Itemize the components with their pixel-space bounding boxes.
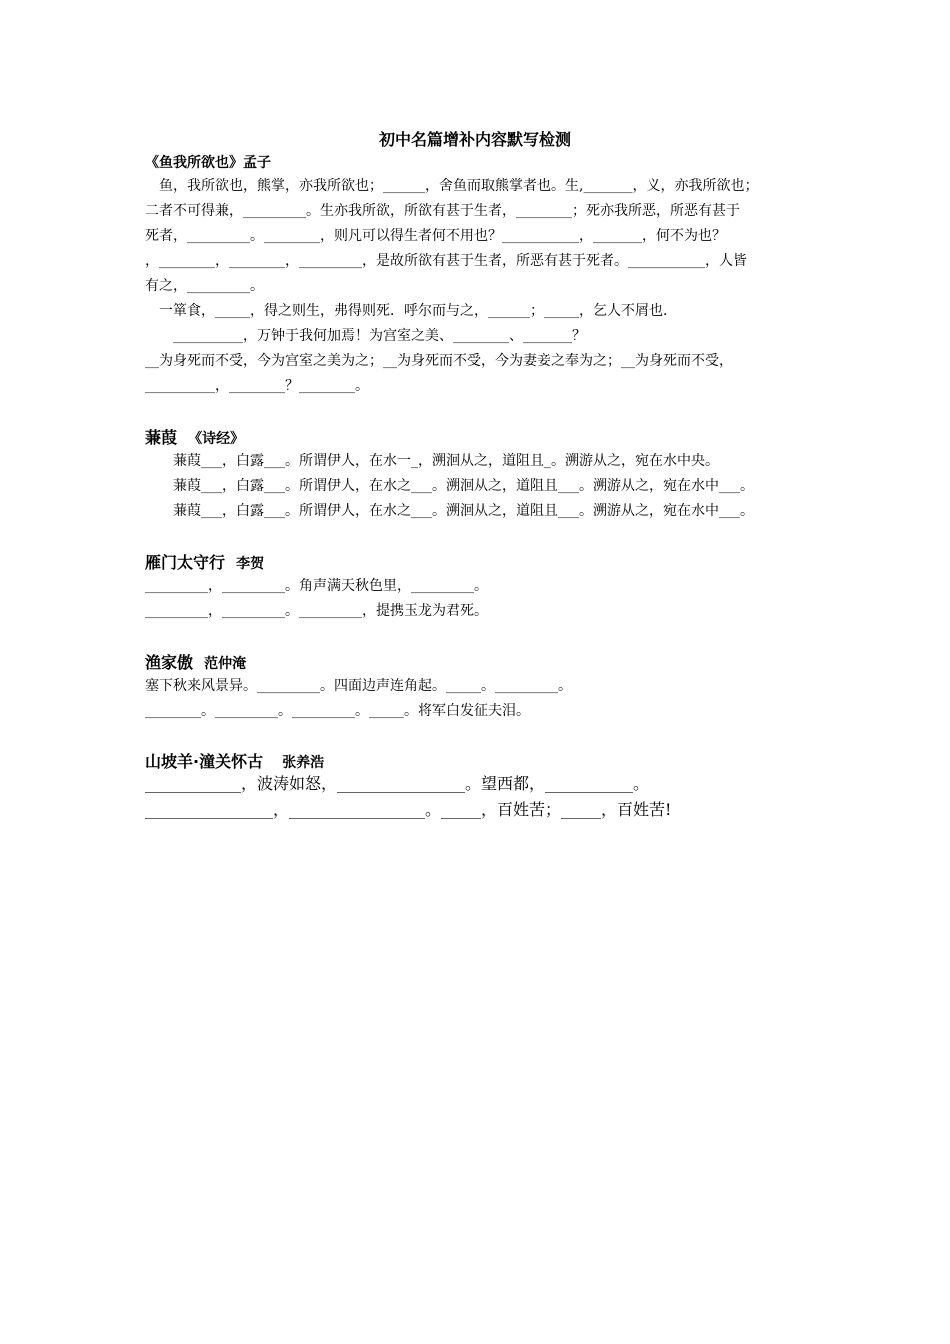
text-line: ，________，________，_________，是故所欲有甚于生者，所恶有甚于死者。___________，人皆 (145, 253, 747, 269)
text-line: ________________，_________________。_____，百姓苦；_____，百姓苦! (145, 800, 672, 819)
section-title: 雁门太守行 (145, 553, 226, 572)
section-heading-shanpoyang (145, 749, 324, 772)
text-line: _________，_________。_________，提携玉龙为君死。 (145, 603, 488, 619)
text-line: __为身死而不受，今为宫室之美为之；__为身死而不受，今为妻妾之奉为之；__为身死而不受， (145, 353, 733, 369)
section-author: 范仲淹 (204, 656, 247, 672)
text-line: _________，_________。角声满天秋色里，_________。 (145, 578, 488, 594)
text-line: ________。_________。_________。_____。将军白发征夫泪。 (145, 703, 530, 719)
page-title: 初中名篇增补内容默写检测 (378, 130, 571, 149)
section-author: 张养浩 (282, 755, 325, 771)
section-heading-jianjia (145, 425, 244, 448)
section-title: 山坡羊·潼关怀古 (145, 752, 264, 771)
text-line: 有之，_________。 (145, 278, 264, 294)
text-line: 塞下秋来风景异。_________。四面边声连角起。_____。_________。 (145, 678, 572, 694)
text-line: ____________，波涛如怒，________________。望西都，___________。 (145, 774, 650, 793)
text-line: 蒹葭___，白露___。所谓伊人，在水之___。溯洄从之，道阻且___。溯游从之，宛在水中___。 (145, 503, 754, 519)
section-heading-yanmen (145, 550, 264, 573)
text-line: __________，________？________。 (145, 378, 369, 394)
section-author: 李贺 (236, 556, 265, 572)
text-line: 蒹葭___，白露___。所谓伊人，在水一_，溯洄从之，道阻且_。溯游从之，宛在水中央。 (145, 453, 719, 469)
text-line: 二者不可得兼，_________。生亦我所欲，所欲有甚于生者，________；死亦我所恶，所恶有甚于 (145, 203, 740, 219)
text-line: 死者，_________。________，则凡可以得生者何不用也？___________，_______，何不为也？ (145, 228, 726, 244)
section-heading-yujiaao (145, 650, 246, 673)
section-title: 蒹葭 (145, 428, 178, 447)
text-line: 鱼，我所欲也，熊掌，亦我所欲也；______，舍鱼而取熊掌者也。生,_______，义，亦我所欲也； (145, 178, 759, 194)
text-line: 蒹葭___，白露___。所谓伊人，在水之___。溯洄从之，道阻且___。溯游从之，宛在水中___。 (145, 478, 754, 494)
text-line: __________，万钟于我何加焉！为宫室之美、________、_______？ (145, 328, 586, 344)
section-source: 《诗经》 (188, 431, 245, 447)
section-title: 渔家傲 (145, 653, 194, 672)
section-heading-yuwo: 《鱼我所欲也》孟子 (145, 155, 271, 171)
text-line: 一箪食，_____，得之则生，弗得则死．呼尔而与之，______；_____，乞人不屑也． (145, 303, 677, 319)
